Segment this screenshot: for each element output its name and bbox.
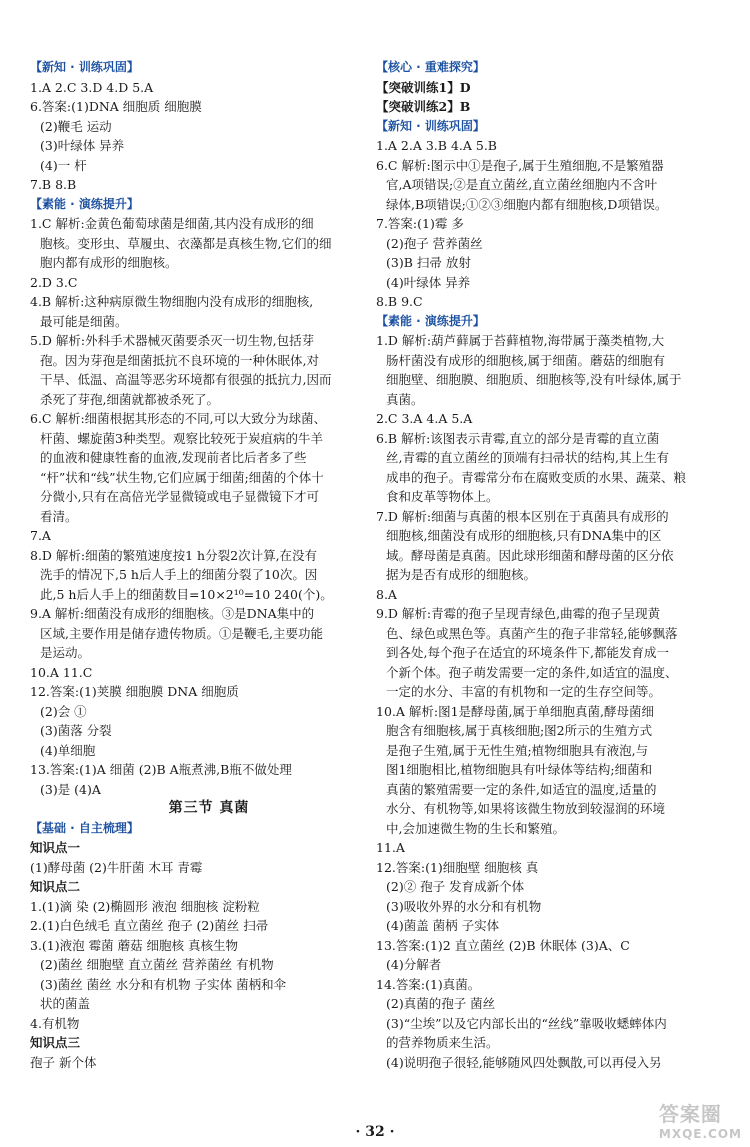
answer-line: 孢子 新个体 (30, 1054, 97, 1070)
answer-line: 细胞壁、细胞膜、细胞质、细胞核等,没有叶绿体,属于 (386, 372, 682, 387)
section-heading: 【核心 · 重难探究】 (376, 60, 485, 74)
watermark (659, 1098, 742, 1141)
answer-line: (4)叶绿体 异养 (386, 274, 471, 290)
answer-line: 食和皮革等物体上。 (386, 489, 499, 504)
answer-line: 的血液和健康牲畜的血液,发现前者比后者多了些 (40, 450, 307, 465)
answer-line: 胞核。变形虫、草履虫、衣藻都是真核生物,它们的细 (40, 235, 332, 251)
answer-line: (2)真菌的孢子 菌丝 (386, 996, 496, 1011)
answer-line: (4)一 杆 (40, 157, 87, 173)
answer-line: 12.答案:(1)荚膜 细胞膜 DNA 细胞质 (30, 684, 239, 699)
answer-line: (3)菌落 分裂 (40, 723, 112, 738)
answer-line: 胞内都有成形的细胞核。 (40, 255, 178, 270)
answer-line: 12.答案:(1)细胞壁 细胞核 真 (376, 859, 539, 875)
answer-line: 10.A 解析:图1是酵母菌,属于单细胞真菌,酵母菌细 (376, 703, 654, 719)
answer-line: 知识点一 (30, 840, 81, 855)
answer-line: (3)是 (4)A (40, 781, 101, 797)
section-heading: 【素能 · 演练提升】 (376, 313, 485, 328)
watermark-main: 答案圈 (658, 1102, 722, 1126)
left-column (30, 58, 368, 1072)
answer-line: 此,5 h后人手上的细菌数目=10×2¹⁰=10 240(个)。 (40, 586, 333, 602)
answer-line: 7.A (30, 528, 51, 543)
answer-line: 色、绿色或黑色等。真菌产生的孢子非常轻,能够飘落 (386, 625, 678, 641)
answer-line: 9.D 解析:青霉的孢子呈现青绿色,曲霉的孢子呈现黄 (376, 606, 661, 621)
section-title: 第三节 真菌 (168, 800, 250, 816)
answer-line: (3)B 扫帚 放射 (386, 255, 471, 270)
answer-line: 胞含有细胞核,属于真核细胞;图2所示的生殖方式 (386, 723, 653, 738)
page-number: · 32 · (355, 1124, 395, 1140)
answer-line: 水分、有机物等,如果将该微生物放到较湿润的环境 (386, 801, 665, 816)
answer-line: 2.C 3.A 4.A 5.A (376, 411, 473, 426)
answer-line: 9.A 解析:细菌没有成形的细胞核。③是DNA集中的 (30, 606, 315, 621)
answer-line: 7.B 8.B (30, 177, 77, 192)
answer-line: 1.D 解析:葫芦藓属于苔藓植物,海带属于藻类植物,大 (376, 333, 665, 348)
answer-line: 1.A 2.C 3.D 4.D 5.A (30, 79, 154, 95)
answer-line: 最可能是细菌。 (40, 313, 128, 329)
answer-line: (3)“尘埃”以及它内部长出的“丝线”靠吸收蟋蟀体内 (386, 1015, 667, 1031)
answer-line: 真菌。 (386, 391, 424, 407)
answer-line: “杆”状和“线”状生物,它们应属于细菌;细菌的个体十 (40, 469, 324, 485)
answer-line: 的营养物质来生活。 (386, 1035, 499, 1050)
answer-line: 6.答案:(1)DNA 细胞质 细胞膜 (30, 99, 202, 114)
answer-line: 真菌的繁殖需要一定的条件,如适宜的温度,适量的 (386, 781, 657, 797)
answer-line: 4.B 解析:这种病原微生物细胞内没有成形的细胞核, (30, 294, 314, 309)
answer-line: (3)吸收外界的水分和有机物 (386, 898, 542, 914)
answer-line: 4.有机物 (30, 1015, 80, 1031)
answer-line: 洗手的情况下,5 h后人手上的细菌分裂了10次。因 (40, 567, 318, 582)
answer-line: 7.答案:(1)霉 多 (376, 216, 464, 231)
answer-line: 个新个体。孢子萌发需要一定的条件,如适宜的温度、 (386, 664, 678, 680)
answer-line: (2)菌丝 细胞壁 直立菌丝 营养菌丝 有机物 (40, 957, 274, 972)
answer-line: 2.D 3.C (30, 274, 78, 290)
answer-line: 8.D 解析:细菌的繁殖速度按1 h分裂2次计算,在没有 (30, 547, 318, 563)
answer-line: 肠杆菌没有成形的细胞核,属于细菌。蘑菇的细胞有 (386, 352, 665, 368)
answer-line: 域。酵母菌是真菌。因此球形细菌和酵母菌的区分依 (386, 547, 674, 563)
answer-line: 6.C 解析:图示中①是孢子,属于生殖细胞,不是繁殖器 (376, 157, 664, 173)
section-heading: 【素能 · 演练提升】 (30, 196, 139, 211)
section-heading: 【新知 · 训练巩固】 (30, 60, 139, 74)
answer-line: 到各处,每个孢子在适宜的环境条件下,都能发育成一 (386, 645, 669, 660)
right-column (376, 58, 716, 1072)
answer-line: (4)分解者 (386, 957, 442, 972)
section-heading: 【新知 · 训练巩固】 (376, 118, 485, 133)
answer-line: 图1细胞相比,植物细胞具有叶绿体等结构;细菌和 (386, 762, 653, 777)
answer-line: (2)会 ① (40, 703, 87, 719)
answer-line: 杆菌、螺旋菌3种类型。观察比较死于炭疽病的牛羊 (40, 430, 323, 446)
answer-line: 看清。 (40, 508, 78, 524)
answer-line: 13.答案:(1)2 直立菌丝 (2)B 休眠体 (3)A、C (376, 937, 630, 953)
watermark-sub: MXQE.COM (658, 1127, 742, 1141)
answer-line: 绿体,B项错误;①②③细胞内都有细胞核,D项错误。 (386, 196, 668, 212)
answer-line: 6.C 解析:细菌根据其形态的不同,可以大致分为球菌、 (30, 411, 327, 426)
answer-line: 13.答案:(1)A 细菌 (2)B A瓶煮沸,B瓶不做处理 (30, 762, 292, 777)
answer-line: 据为是否有成形的细胞核。 (386, 567, 537, 582)
answer-line: 官,A项错误;②是直立菌丝,直立菌丝细胞内不含叶 (386, 177, 658, 192)
answer-line: 8.B 9.C (376, 294, 423, 309)
answer-line: 是孢子生殖,属于无性生殖;植物细胞具有液泡,与 (386, 742, 649, 758)
answer-line: 10.A 11.C (30, 664, 93, 680)
answer-line: 6.B 解析:该图表示青霉,直立的部分是青霉的直立菌 (376, 430, 660, 446)
answer-line: 2.(1)白色绒毛 直立菌丝 孢子 (2)菌丝 扫帚 (30, 918, 269, 933)
section-heading: 【基础 · 自主梳理】 (30, 820, 139, 835)
answer-line: 区域,主要作用是储存遗传物质。①是鞭毛,主要功能 (40, 625, 323, 641)
answer-line: 1.C 解析:金黄色葡萄球菌是细菌,其内没有成形的细 (30, 216, 314, 231)
answer-line: 分微小,只有在高倍光学显微镜或电子显微镜下才可 (40, 489, 319, 504)
answer-line: 5.D 解析:外科手术器械灭菌要杀灭一切生物,包括芽 (30, 333, 315, 348)
answer-line: 11.A (376, 840, 405, 855)
answer-line: 中,会加速微生物的生长和繁殖。 (386, 820, 565, 836)
answer-line: (4)说明孢子很轻,能够随风四处飘散,可以再侵入另 (386, 1054, 662, 1070)
answer-line: (2)② 孢子 发育成新个体 (386, 879, 525, 894)
answer-line: 成串的孢子。青霉常分布在腐败变质的水果、蔬菜、粮 (386, 469, 687, 485)
answer-line: (4)单细胞 (40, 742, 96, 758)
answer-line: 一定的水分、丰富的有机物和一定的生存空间等。 (386, 684, 662, 699)
answer-line: 知识点三 (30, 1035, 81, 1050)
answer-line: 干旱、低温、高温等恶劣环境都有很强的抵抗力,因而 (40, 372, 332, 387)
answer-line: 丝,青霉的直立菌丝的顶端有扫帚状的结构,其上生有 (386, 450, 669, 465)
answer-line: 8.A (376, 586, 397, 602)
answer-line: 7.D 解析:细菌与真菌的根本区别在于真菌具有成形的 (376, 508, 669, 524)
answer-line: 【突破训练2】B (376, 99, 471, 114)
answer-line: 【突破训练1】D (376, 79, 471, 95)
answer-line: 1.(1)滴 染 (2)椭圆形 液泡 细胞核 淀粉粒 (30, 898, 260, 914)
answer-line: (3)菌丝 菌丝 水分和有机物 子实体 菌柄和伞 (40, 976, 287, 992)
answer-line: (2)鞭毛 运动 (40, 118, 112, 134)
answer-line: (1)酵母菌 (2)牛肝菌 木耳 青霉 (30, 859, 203, 875)
answer-line: (2)孢子 营养菌丝 (386, 235, 483, 251)
answer-line: 3.(1)液泡 霉菌 蘑菇 细胞核 真核生物 (30, 937, 239, 953)
answer-line: 是运动。 (40, 645, 91, 660)
answer-line: (4)菌盖 菌柄 子实体 (386, 918, 500, 933)
answer-line: 知识点二 (30, 879, 81, 894)
answer-line: 细胞核,细菌没有成形的细胞核,只有DNA集中的区 (386, 528, 662, 543)
answer-line: 1.A 2.A 3.B 4.A 5.B (376, 138, 497, 153)
answer-line: 孢。因为芽孢是细菌抵抗不良环境的一种休眠体,对 (40, 352, 319, 368)
answer-line: 14.答案:(1)真菌。 (376, 976, 481, 992)
answer-line: 杀死了芽孢,细菌就都被杀死了。 (40, 391, 219, 407)
answer-line: 状的菌盖 (40, 996, 91, 1011)
answer-line: (3)叶绿体 异养 (40, 138, 125, 153)
